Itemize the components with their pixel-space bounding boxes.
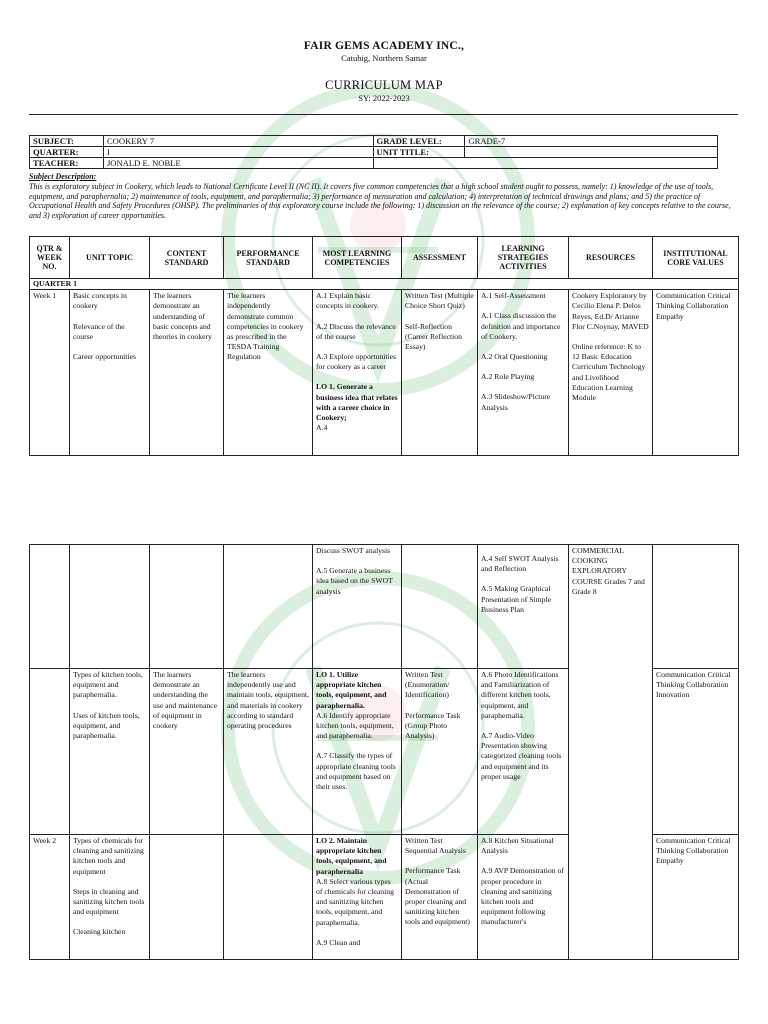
content-standard-text: The learners demonstrate an understanding of basic concepts and theories in cookery (153, 291, 212, 342)
subject-value: COOKERY 7 (103, 136, 373, 147)
core-values-cell: Communication Critical Thinking Collaboration Innovation (653, 669, 739, 835)
teacher-value: JONALD E. NOBLE (103, 158, 373, 169)
strategy-item: A.2 Role Playing (481, 372, 535, 382)
subject-label: SUBJECT: (30, 136, 104, 147)
competencies-cell (313, 545, 402, 669)
strategy-item: A.8 Kitchen Situational Analysis (481, 836, 554, 856)
competencies-cell (313, 669, 402, 835)
week-cell (30, 545, 70, 669)
competency-item: Discuss SWOT analysis (316, 546, 391, 555)
topic-item: Relevance of the course (73, 321, 125, 341)
col-header-assessment: ASSESSMENT (402, 237, 478, 279)
assessment-item: Written Test Sequential Analysis (405, 836, 466, 856)
performance-standard-cell (224, 669, 313, 835)
curriculum-table-part-2 (29, 544, 739, 960)
quarter-row-label: QUARTER 1 (30, 279, 739, 290)
grade-level-label: GRADE LEVEL: (373, 136, 465, 147)
content-standard-cell (150, 669, 224, 835)
week-cell: Week 2 (30, 835, 70, 960)
strategies-cell (478, 669, 569, 835)
strategy-item: A.4 Self SWOT Analysis and Reflection (481, 554, 559, 574)
school-year: SY: 2022-2023 (358, 93, 410, 103)
topic-cell (70, 290, 150, 456)
subject-description (29, 172, 738, 221)
document-title: CURRICULUM MAP (325, 78, 443, 92)
performance-standard-text: The learners independently use and maintain tools, equipment, and materials in cookery according to standard operating procedures (227, 670, 309, 731)
topic-item: Cleaning kitchen (73, 927, 126, 937)
subject-info-table (29, 135, 718, 169)
col-header-week: QTR & WEEK NO. (30, 237, 70, 279)
col-header-resources: RESOURCES (569, 237, 653, 279)
resources-cell (569, 290, 653, 456)
col-header-topic: UNIT TOPIC (70, 237, 150, 279)
content-standard-cell (150, 835, 224, 960)
assessment-cell (402, 545, 478, 669)
content-standard-cell (150, 545, 224, 669)
strategy-item: A.1 Self-Assessment (481, 291, 546, 301)
strategy-item: A.6 Photo Identifications and Familiarization of different kitchen tools, equipment, and paraphernalia. (481, 670, 559, 720)
topic-item: Basic concepts in cookery (73, 291, 127, 311)
strategy-item: A.7 Audio-Video Presentation showing categorized cleaning tools and equipment and its proper usage (481, 731, 562, 781)
resource-item: COMMERCIAL COOKING EXPLORATORY COURSE Grades 7 and Grade 8 (572, 546, 645, 596)
resources-cell (569, 545, 653, 960)
header-divider (29, 114, 738, 115)
competency-item: A.8 Select various types of chemicals for cleaning and sanitizing kitchen tools, equipment, and paraphernalia. (316, 876, 394, 927)
performance-standard-text: The learners independently demonstrate common competencies in cookery as prescribed in the TESDA Training Regulation (227, 291, 304, 362)
core-values-cell: Communication Critical Thinking Collaboration Empathy (653, 835, 739, 960)
strategy-item: A.1 Class discussion the definition and importance of Cookery. (481, 311, 561, 341)
assessment-item: Performance Task (Group Photo Analysis) (405, 710, 461, 741)
competencies-cell (313, 835, 402, 960)
table-row (30, 290, 739, 456)
col-header-competencies: MOST LEARNING COMPETENCIES (313, 237, 402, 279)
description-label: Subject Description: (29, 172, 97, 181)
performance-standard-cell (224, 545, 313, 669)
quarter-label: QUARTER: (30, 147, 104, 158)
curriculum-table-part-1 (29, 236, 739, 456)
strategies-cell (478, 290, 569, 456)
col-header-content: CONTENT STANDARD (150, 237, 224, 279)
core-values-cell: Communication Critical Thinking Collaboration Empathy (653, 290, 739, 456)
topic-item: Career opportunities (73, 352, 136, 362)
performance-standard-cell (224, 835, 313, 960)
assessment-cell (402, 835, 478, 960)
competency-item: A.2 Discuss the relevance of the course (316, 321, 396, 341)
unit-title-label: UNIT TITLE: (373, 147, 465, 158)
competency-item: A.6 Identify appropriate kitchen tools, equipment, and paraphernalia. (316, 710, 394, 741)
col-header-performance: PERFORMANCE STANDARD (224, 237, 313, 279)
quarter-value: I (103, 147, 373, 158)
strategy-item: A.5 Making Graphical Presentation of Simple Business Plan (481, 584, 552, 614)
learning-outcome: LO 1. Generate a business idea that relates with a career choice in Cookery; (316, 382, 398, 423)
strategy-item: A.3 Slideshow/Picture Analysis (481, 392, 551, 412)
competency-item: A.9 Clean and (316, 937, 361, 947)
assessment-cell (402, 669, 478, 835)
topic-item: Types of kitchen tools, equipment and paraphernalia. (73, 670, 143, 700)
performance-standard-cell (224, 290, 313, 456)
assessment-item: Performance Task (Actual Demonstration of proper cleaning and sanitizing kitchen tools and equipment) (405, 866, 470, 927)
competency-item: A.4 (316, 423, 328, 433)
description-text: This is exploratory subject in Cookery, which leads to National Certificate Level II (NC II). It covers five common competencies that a high school student ought to possess, namely: 1) knowledge of the use of tools, equipment, and paraphernalia; 2) maintenance of tools, equipment, and paraphernalia; 3) performance of mensuration and calculation; 4) interpretation of technical drawings and plans; and 5) the practice of Occupational Health and Safety Procedures (OHSP). The preliminaries of this exploratory course include the following: 1) discussion on the relevance of the course; 2) explanation of key concepts relative to the course, and 3) exploration of career opportunities. (29, 181, 731, 221)
week-cell (30, 669, 70, 835)
unit-title-value (465, 147, 718, 158)
content-standard-cell (150, 290, 224, 456)
column-header-row (30, 237, 739, 279)
teacher-label: TEACHER: (30, 158, 104, 169)
table-row (30, 545, 739, 669)
school-address: Catubig, Northern Samar (341, 53, 427, 63)
grade-level-value: GRADE-7 (465, 136, 718, 147)
competencies-cell (313, 290, 402, 456)
assessment-item: Written Test (Enumeration/ Identification) (405, 670, 450, 700)
competency-item: A.3 Explore opportunities for cookery as a career (316, 352, 397, 372)
topic-cell (70, 545, 150, 669)
assessment-item: Written Test (Multiple Choice Short Quiz) (405, 291, 474, 311)
core-values-cell (653, 545, 739, 669)
competency-item: A.1 Explain basic concepts in cookery. (316, 291, 379, 311)
strategy-item: A.9 AVP Demonstration of proper procedure in cleaning and sanitizing kitchen tools and equipment following manufacturer's (481, 866, 564, 927)
topic-item: Uses of kitchen tools, equipment, and paraphernalia. (73, 710, 140, 741)
strategies-cell (478, 545, 569, 669)
competency-item: A.7 Classify the types of appropriate cleaning tools and equipment based on their uses. (316, 751, 396, 792)
learning-outcome: LO 2. Maintain appropriate kitchen tools, equipment, and paraphernalia (316, 836, 387, 876)
competency-item: A.5 Generate a business idea based on the SWOT analysis (316, 566, 393, 596)
topic-cell (70, 669, 150, 835)
school-name: FAIR GEMS ACADEMY INC., (303, 40, 465, 52)
document-header (0, 40, 768, 103)
topic-cell (70, 835, 150, 960)
assessment-cell (402, 290, 478, 456)
week-cell: Week 1 (30, 290, 70, 456)
assessment-item: Self-Reflection (Career Reflection Essay) (405, 321, 462, 352)
quarter-row (30, 279, 739, 290)
content-standard-text: The learners demonstrate an understanding the use and maintenance of equipment in cookery (153, 670, 218, 731)
topic-item: Steps in cleaning and sanitizing kitchen tools and equipment (73, 886, 145, 917)
learning-outcome: LO 1. Utilize appropriate kitchen tools, equipment, and paraphernalia. (316, 670, 387, 710)
resource-item: Cookery Exploratory by Cecilio Elena P. Delos Reyes, Ed.D/ Arianne Flor C.Noynay, MAVED (572, 291, 649, 331)
empty-cell (373, 158, 717, 169)
topic-item: Types of chemicals for cleaning and sanitizing kitchen tools and equipment (73, 836, 144, 876)
strategy-item: A.2 Oral Questioning (481, 352, 548, 362)
col-header-values: INSTITUTIONAL CORE VALUES (653, 237, 739, 279)
strategies-cell (478, 835, 569, 960)
resource-item: Online reference: K to 12 Basic Education Curriculum Technology and Livelihood Education Learning Module (572, 342, 646, 403)
col-header-strategies: LEARNING STRATEGIES ACTIVITIES (478, 237, 569, 279)
